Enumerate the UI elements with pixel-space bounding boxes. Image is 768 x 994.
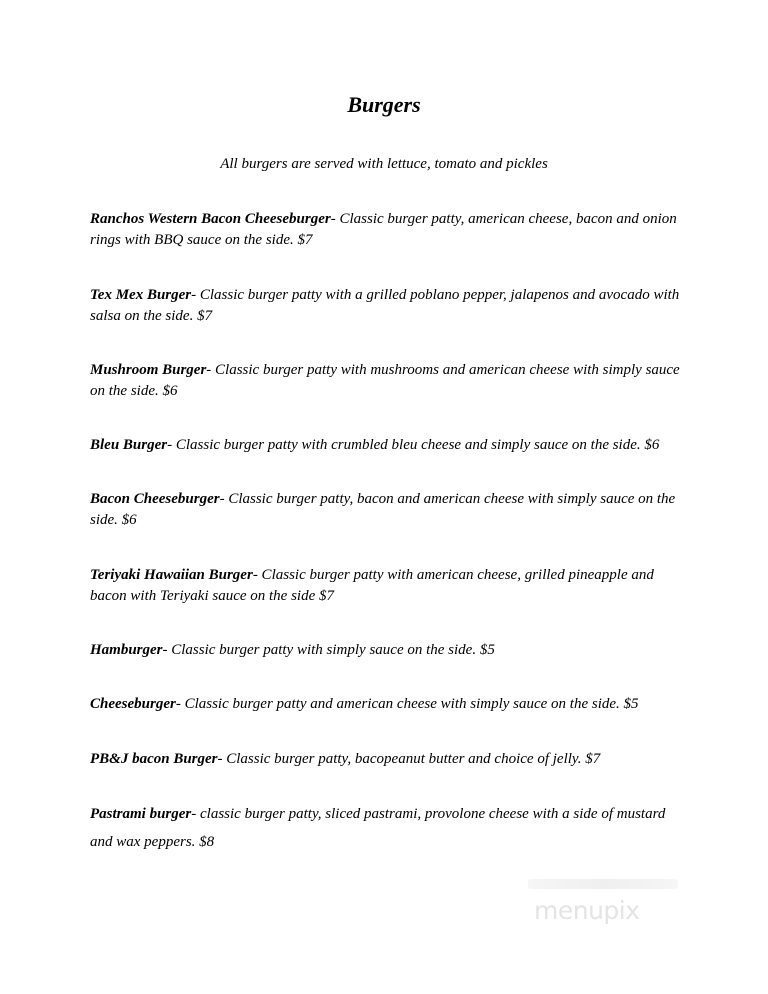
- menu-item-name: Bleu Burger: [90, 437, 168, 453]
- menu-item-name: Teriyaki Hawaiian Burger: [90, 567, 253, 583]
- menu-item-name: Hamburger: [90, 642, 163, 658]
- menu-item-name: Ranchos Western Bacon Cheeseburger: [90, 211, 331, 227]
- menu-item: [90, 360, 690, 402]
- menu-item-description: - Classic burger patty, bacon and american cheese with simply sauce on the side. $6: [90, 491, 676, 528]
- menu-item-name: Pastrami burger: [90, 806, 192, 822]
- menu-item-description: - Classic burger patty with crumbled bleu cheese and simply sauce on the side. $6: [167, 437, 660, 453]
- menu-item-description: - Classic burger patty with mushrooms and american cheese with simply sauce on the side. $6: [90, 362, 680, 399]
- menu-item-description: - Classic burger patty, american cheese, bacon and onion rings with BBQ sauce on the side. $7: [90, 211, 677, 248]
- menu-item: [90, 565, 690, 607]
- menu-item: [90, 489, 690, 531]
- menu-item-description: - Classic burger patty, bacopeanut butter and choice of jelly. $7: [217, 751, 601, 767]
- menu-item-description: - classic burger patty, sliced pastrami, provolone cheese with a side of mustard and wax peppers. $8: [90, 806, 666, 850]
- menu-item-name: Bacon Cheeseburger: [90, 491, 220, 507]
- menu-item-name: PB&J bacon Burger: [90, 751, 218, 767]
- menu-item: [90, 285, 690, 327]
- menu-item: [90, 749, 690, 770]
- menu-item-description: - Classic burger patty and american cheese with simply sauce on the side. $5: [175, 696, 639, 712]
- watermark-bar: [528, 879, 678, 889]
- menu-item-description: - Classic burger patty with simply sauce on the side. $5: [162, 642, 495, 658]
- menu-item: [90, 435, 690, 456]
- menu-item-description: - Classic burger patty with a grilled poblano pepper, jalapenos and avocado with salsa on the side. $7: [90, 287, 680, 324]
- menu-item-name: Cheeseburger: [90, 696, 176, 712]
- menu-item-name: Mushroom Burger: [90, 362, 207, 378]
- menu-item-description: - Classic burger patty with american cheese, grilled pineapple and bacon with Teriyaki sauce on the side $7: [90, 567, 654, 604]
- page-subtitle: All burgers are served with lettuce, tomato and pickles: [220, 156, 548, 172]
- menu-item-name: Tex Mex Burger: [90, 287, 192, 303]
- menu-item: [90, 800, 690, 856]
- watermark-logo: menupix: [534, 896, 640, 925]
- page-title: Burgers: [347, 92, 421, 117]
- menu-item: [90, 640, 690, 661]
- menu-item: [90, 209, 690, 251]
- menu-item: [90, 694, 690, 715]
